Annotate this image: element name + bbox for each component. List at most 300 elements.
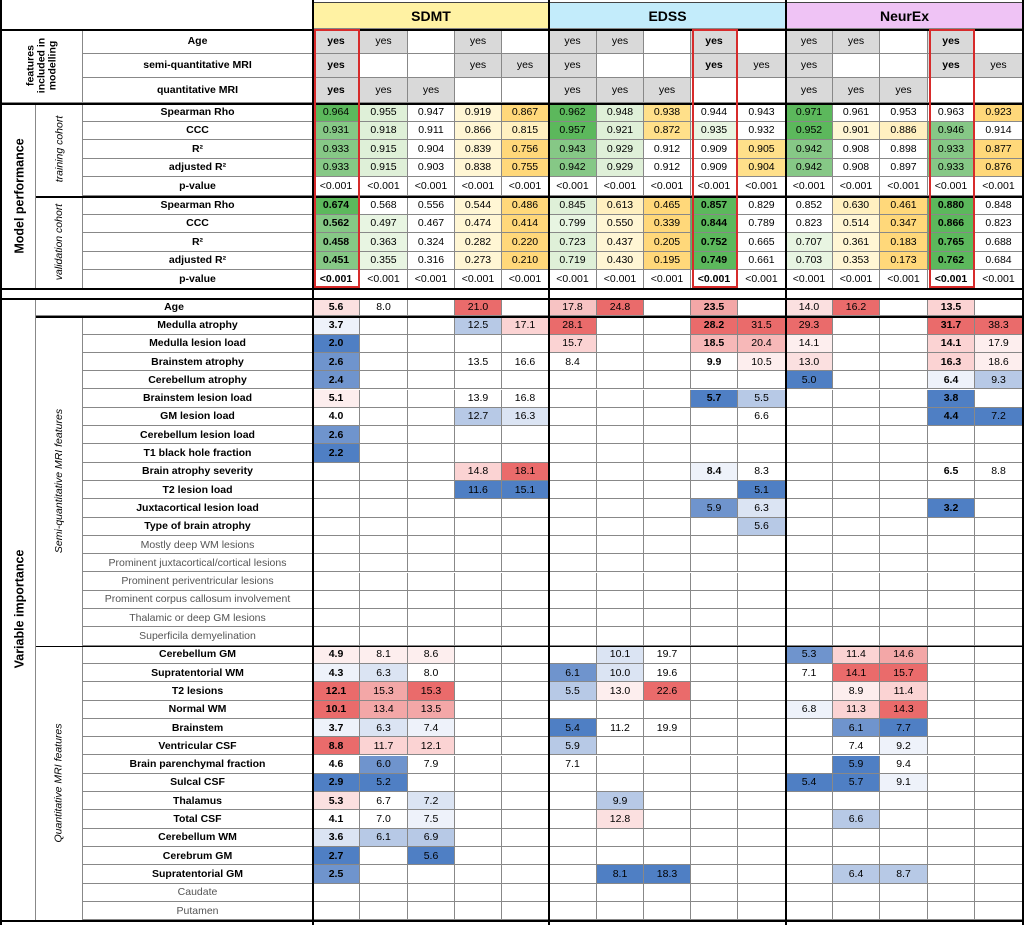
training-metric-cell: 0.905 bbox=[738, 140, 786, 159]
semi-quant-row-cell bbox=[549, 627, 597, 645]
training-metric-cell: 0.933 bbox=[313, 159, 360, 178]
quant-row-cell: 19.7 bbox=[644, 646, 691, 664]
training-metric-cell: 0.929 bbox=[597, 159, 644, 178]
quant-row-cell bbox=[928, 902, 975, 920]
training-metric-cell: <0.001 bbox=[597, 177, 644, 196]
validation-metric-cell: 0.765 bbox=[928, 233, 975, 252]
feature-cell: yes bbox=[880, 78, 928, 103]
quant-row-cell bbox=[786, 847, 833, 865]
quant-row-cell bbox=[455, 884, 502, 902]
validation-metric-cell: 0.355 bbox=[360, 252, 408, 271]
quant-row-cell bbox=[975, 737, 1023, 755]
feature-cell: yes bbox=[975, 54, 1023, 79]
semi-quant-row-cell bbox=[833, 444, 880, 462]
right-border bbox=[1022, 0, 1024, 925]
semi-quant-row-cell bbox=[455, 518, 502, 536]
validation-metric-cell: 0.339 bbox=[644, 215, 691, 234]
feature-cell: yes bbox=[502, 54, 549, 79]
validation-metric-cell: 0.467 bbox=[408, 215, 455, 234]
semi-quant-row-cell: 2.2 bbox=[313, 444, 360, 462]
semi-quant-row-cell bbox=[313, 536, 360, 554]
semi-quant-row-cell: 31.5 bbox=[738, 316, 786, 334]
validation-metric-cell: <0.001 bbox=[502, 270, 549, 289]
semi-quant-row-cell bbox=[408, 554, 455, 572]
semi-quant-row-cell: 28.2 bbox=[691, 316, 738, 334]
quant-row-cell bbox=[644, 737, 691, 755]
quant-row-cell: 22.6 bbox=[644, 682, 691, 700]
validation-metric-cell: 0.880 bbox=[928, 196, 975, 215]
feature-cell bbox=[597, 54, 644, 79]
quant-row-cell bbox=[408, 902, 455, 920]
training-metric-cell: 0.946 bbox=[928, 122, 975, 141]
semi-quant-row-label: T1 black hole fraction bbox=[83, 444, 313, 462]
semi-quant-row-cell: 8.4 bbox=[691, 463, 738, 481]
quant-row-cell bbox=[928, 719, 975, 737]
training-metric-cell: 0.915 bbox=[360, 140, 408, 159]
quant-row-cell: 8.1 bbox=[597, 865, 644, 883]
semi-quant-row-cell bbox=[502, 536, 549, 554]
quant-row-cell bbox=[975, 829, 1023, 847]
semi-quant-row-cell bbox=[360, 609, 408, 627]
validation-metric-cell: 0.703 bbox=[786, 252, 833, 271]
training-metric-cell: 0.953 bbox=[880, 103, 928, 122]
semi-quant-row-cell: 18.5 bbox=[691, 335, 738, 353]
semi-quant-row-cell bbox=[880, 390, 928, 408]
semi-quant-row-cell bbox=[644, 426, 691, 444]
semi-quant-row-cell bbox=[644, 499, 691, 517]
feature-cell: yes bbox=[313, 78, 360, 103]
feature-cell bbox=[455, 78, 502, 103]
feature-cell bbox=[928, 78, 975, 103]
quant-row-cell bbox=[738, 792, 786, 810]
age-importance-cell: 17.8 bbox=[549, 298, 597, 316]
quant-features-label-text: Quantitative MRI features bbox=[53, 723, 65, 843]
training-metric-cell: 0.912 bbox=[644, 159, 691, 178]
training-metric-cell: <0.001 bbox=[360, 177, 408, 196]
quant-row-cell bbox=[786, 884, 833, 902]
quant-row-cell: 5.7 bbox=[833, 774, 880, 792]
semi-quant-row-cell bbox=[928, 627, 975, 645]
semi-quant-row-cell bbox=[408, 627, 455, 645]
semi-quant-row-cell bbox=[408, 390, 455, 408]
semi-quant-row-cell bbox=[360, 390, 408, 408]
semi-quant-row-cell bbox=[880, 627, 928, 645]
semi-quant-row-cell bbox=[975, 426, 1023, 444]
semi-quant-row-cell: 17.9 bbox=[975, 335, 1023, 353]
semi-quant-row-cell bbox=[549, 444, 597, 462]
feature-row-label: semi-quantitative MRI bbox=[83, 54, 313, 79]
semi-quant-row-cell: 2.6 bbox=[313, 353, 360, 371]
quant-row-cell bbox=[975, 792, 1023, 810]
quant-row-cell: 13.4 bbox=[360, 701, 408, 719]
quant-row-cell bbox=[928, 646, 975, 664]
semi-quant-row-cell: 9.3 bbox=[975, 371, 1023, 389]
feature-cell: yes bbox=[644, 78, 691, 103]
age-importance-cell bbox=[880, 298, 928, 316]
feature-cell: yes bbox=[691, 29, 738, 54]
semi-quant-row-cell bbox=[455, 426, 502, 444]
semi-quant-row-cell bbox=[313, 554, 360, 572]
semi-quant-row-cell bbox=[597, 609, 644, 627]
validation-metric-cell: 0.844 bbox=[691, 215, 738, 234]
quant-row-cell bbox=[975, 756, 1023, 774]
training-metric-cell: 0.935 bbox=[691, 122, 738, 141]
semi-quant-row-cell: 16.6 bbox=[502, 353, 549, 371]
group-separator bbox=[785, 0, 787, 925]
training-cohort-label bbox=[36, 103, 83, 196]
validation-metric-cell: 0.273 bbox=[455, 252, 502, 271]
group-header-sdmt: SDMT bbox=[313, 2, 549, 29]
hline bbox=[0, 920, 1023, 922]
quant-row-cell bbox=[597, 847, 644, 865]
quant-row-cell bbox=[786, 792, 833, 810]
quant-row-cell bbox=[644, 774, 691, 792]
semi-quant-row-cell bbox=[455, 371, 502, 389]
validation-metric-cell: 0.630 bbox=[833, 196, 880, 215]
features-included-text: features included in modelling bbox=[24, 38, 58, 94]
validation-metric-cell: 0.829 bbox=[738, 196, 786, 215]
validation-metric-cell: <0.001 bbox=[455, 270, 502, 289]
quant-row-cell bbox=[880, 792, 928, 810]
quant-row-cell bbox=[408, 884, 455, 902]
age-importance-cell bbox=[408, 298, 455, 316]
semi-quant-row-cell bbox=[644, 627, 691, 645]
semi-quant-row-label: Mostly deep WM lesions bbox=[83, 536, 313, 554]
quant-row-cell bbox=[597, 774, 644, 792]
age-importance-cell: 21.0 bbox=[455, 298, 502, 316]
validation-metric-label: p-value bbox=[83, 270, 313, 289]
quant-row-cell bbox=[786, 719, 833, 737]
semi-quant-row-cell bbox=[597, 554, 644, 572]
quant-row-cell: 11.4 bbox=[833, 646, 880, 664]
quant-row-cell bbox=[738, 774, 786, 792]
quant-row-cell: 6.4 bbox=[833, 865, 880, 883]
training-metric-label: CCC bbox=[83, 122, 313, 141]
quant-row-cell: 5.2 bbox=[360, 774, 408, 792]
semi-quant-row-cell bbox=[597, 316, 644, 334]
quant-row-cell bbox=[597, 737, 644, 755]
quant-row-cell bbox=[597, 829, 644, 847]
semi-quant-row-cell bbox=[833, 591, 880, 609]
training-metric-cell: 0.866 bbox=[455, 122, 502, 141]
semi-quant-row-cell bbox=[549, 573, 597, 591]
feature-cell bbox=[502, 29, 549, 54]
semi-quant-row-cell bbox=[975, 627, 1023, 645]
quant-row-cell bbox=[549, 774, 597, 792]
training-metric-cell: 0.943 bbox=[549, 140, 597, 159]
quant-row-cell bbox=[644, 847, 691, 865]
variable-importance-label-text: Variable importance bbox=[12, 549, 27, 669]
semi-quant-row-cell: 2.0 bbox=[313, 335, 360, 353]
semi-quant-row-cell bbox=[786, 591, 833, 609]
training-metric-cell: 0.838 bbox=[455, 159, 502, 178]
quant-row-cell: 11.3 bbox=[833, 701, 880, 719]
semi-quant-row-cell bbox=[880, 353, 928, 371]
quant-row-cell: 14.6 bbox=[880, 646, 928, 664]
semi-quant-row-cell bbox=[597, 371, 644, 389]
validation-metric-cell: 0.719 bbox=[549, 252, 597, 271]
quant-row-cell bbox=[975, 884, 1023, 902]
quant-row-cell: 14.3 bbox=[880, 701, 928, 719]
semi-quant-row-cell bbox=[644, 390, 691, 408]
quant-row-cell bbox=[880, 829, 928, 847]
training-metric-cell: 0.898 bbox=[880, 140, 928, 159]
quant-row-cell bbox=[691, 902, 738, 920]
validation-metric-cell: <0.001 bbox=[975, 270, 1023, 289]
validation-metric-cell: 0.347 bbox=[880, 215, 928, 234]
quant-row-cell bbox=[975, 682, 1023, 700]
semi-quant-row-cell bbox=[597, 481, 644, 499]
training-metric-cell: <0.001 bbox=[408, 177, 455, 196]
semi-quant-row-cell: 5.7 bbox=[691, 390, 738, 408]
semi-quant-row-cell bbox=[597, 536, 644, 554]
training-metric-cell: 0.971 bbox=[786, 103, 833, 122]
semi-quant-row-cell bbox=[644, 335, 691, 353]
semi-quant-row-cell bbox=[644, 518, 691, 536]
training-metric-cell: 0.912 bbox=[644, 140, 691, 159]
training-metric-cell: 0.921 bbox=[597, 122, 644, 141]
semi-quant-row-cell: 5.6 bbox=[738, 518, 786, 536]
validation-metric-cell: 0.451 bbox=[313, 252, 360, 271]
semi-quant-row-cell bbox=[880, 335, 928, 353]
semi-quant-row-cell bbox=[833, 390, 880, 408]
training-metric-cell: 0.942 bbox=[786, 159, 833, 178]
feature-cell bbox=[880, 54, 928, 79]
age-importance-cell: 24.8 bbox=[597, 298, 644, 316]
semi-quant-row-cell bbox=[502, 518, 549, 536]
feature-cell: yes bbox=[597, 29, 644, 54]
validation-metric-cell: 0.799 bbox=[549, 215, 597, 234]
quant-row-cell bbox=[360, 847, 408, 865]
semi-quant-row-cell bbox=[408, 609, 455, 627]
semi-quant-row-label: Brainstem atrophy bbox=[83, 353, 313, 371]
quant-row-cell: 6.8 bbox=[786, 701, 833, 719]
semi-quant-row-cell bbox=[455, 627, 502, 645]
validation-cohort-label bbox=[36, 196, 83, 289]
quant-row-cell bbox=[549, 810, 597, 828]
quant-row-cell bbox=[691, 774, 738, 792]
quant-row-cell bbox=[549, 792, 597, 810]
quant-row-cell bbox=[644, 829, 691, 847]
validation-metric-cell: 0.220 bbox=[502, 233, 549, 252]
semi-quant-features-label-text: Semi-quantitative MRI features bbox=[53, 408, 65, 554]
validation-metric-cell: 0.845 bbox=[549, 196, 597, 215]
quant-row-cell bbox=[597, 756, 644, 774]
semi-quant-row-cell: 11.6 bbox=[455, 481, 502, 499]
semi-quant-row-cell bbox=[408, 353, 455, 371]
age-importance-cell bbox=[502, 298, 549, 316]
validation-metric-cell: 0.688 bbox=[975, 233, 1023, 252]
quant-row-cell bbox=[549, 884, 597, 902]
quant-row-cell: 9.9 bbox=[597, 792, 644, 810]
training-metric-cell: 0.962 bbox=[549, 103, 597, 122]
semi-quant-row-cell bbox=[928, 554, 975, 572]
quant-row-cell: 15.3 bbox=[408, 682, 455, 700]
semi-quant-row-cell bbox=[975, 609, 1023, 627]
validation-metric-cell: <0.001 bbox=[360, 270, 408, 289]
quant-row-cell bbox=[455, 719, 502, 737]
semi-quant-row-cell bbox=[975, 536, 1023, 554]
quant-row-cell bbox=[833, 884, 880, 902]
semi-quant-row-cell bbox=[455, 591, 502, 609]
semi-quant-row-cell bbox=[738, 573, 786, 591]
training-metric-cell: 0.942 bbox=[549, 159, 597, 178]
semi-quant-row-cell bbox=[880, 518, 928, 536]
semi-quant-row-label: Prominent corpus callosum involvement bbox=[83, 591, 313, 609]
age-importance-cell bbox=[975, 298, 1023, 316]
quant-row-cell bbox=[644, 902, 691, 920]
age-importance-cell bbox=[644, 298, 691, 316]
quant-row-cell: 7.0 bbox=[360, 810, 408, 828]
quant-row-cell bbox=[502, 902, 549, 920]
semi-quant-row-cell bbox=[408, 481, 455, 499]
quant-row-cell: 19.9 bbox=[644, 719, 691, 737]
quant-features-label bbox=[36, 646, 83, 921]
semi-quant-row-cell bbox=[597, 444, 644, 462]
semi-quant-row-cell bbox=[549, 609, 597, 627]
validation-metric-cell: <0.001 bbox=[644, 270, 691, 289]
training-metric-cell: 0.872 bbox=[644, 122, 691, 141]
semi-quant-row-cell bbox=[928, 426, 975, 444]
semi-quant-row-cell bbox=[786, 627, 833, 645]
semi-quant-row-cell bbox=[597, 499, 644, 517]
quant-row-cell bbox=[691, 737, 738, 755]
quant-row-cell bbox=[786, 829, 833, 847]
semi-quant-row-cell: 28.1 bbox=[549, 316, 597, 334]
semi-quant-row-cell bbox=[786, 573, 833, 591]
training-metric-cell: 0.933 bbox=[928, 159, 975, 178]
quant-row-cell bbox=[928, 792, 975, 810]
semi-quant-row-cell bbox=[786, 408, 833, 426]
quant-row-cell: 8.9 bbox=[833, 682, 880, 700]
quant-row-cell: 10.0 bbox=[597, 664, 644, 682]
quant-row-cell bbox=[549, 847, 597, 865]
semi-quant-row-cell: 15.1 bbox=[502, 481, 549, 499]
quant-row-cell bbox=[691, 865, 738, 883]
training-metric-cell: 0.904 bbox=[408, 140, 455, 159]
semi-quant-row-cell bbox=[408, 463, 455, 481]
quant-row-label: Thalamus bbox=[83, 792, 313, 810]
semi-quant-row-cell: 9.9 bbox=[691, 353, 738, 371]
semi-quant-row-cell bbox=[502, 371, 549, 389]
validation-metric-cell: 0.430 bbox=[597, 252, 644, 271]
semi-quant-row-cell bbox=[644, 463, 691, 481]
quant-row-cell bbox=[644, 884, 691, 902]
quant-row-cell: 4.6 bbox=[313, 756, 360, 774]
feature-cell: yes bbox=[313, 29, 360, 54]
quant-row-cell bbox=[833, 829, 880, 847]
quant-row-cell bbox=[975, 664, 1023, 682]
validation-metric-cell: 0.562 bbox=[313, 215, 360, 234]
quant-row-cell bbox=[455, 701, 502, 719]
feature-cell bbox=[360, 54, 408, 79]
semi-quant-row-cell bbox=[455, 335, 502, 353]
semi-quant-row-cell bbox=[360, 481, 408, 499]
quant-row-cell bbox=[597, 884, 644, 902]
quant-row-cell bbox=[691, 884, 738, 902]
quant-row-cell bbox=[455, 792, 502, 810]
group-separator bbox=[312, 0, 314, 925]
quant-row-label: Putamen bbox=[83, 902, 313, 920]
quant-row-cell: 6.3 bbox=[360, 719, 408, 737]
semi-quant-row-cell: 13.5 bbox=[455, 353, 502, 371]
quant-row-cell: 5.6 bbox=[408, 847, 455, 865]
validation-metric-cell: 0.458 bbox=[313, 233, 360, 252]
semi-quant-row-cell bbox=[975, 554, 1023, 572]
quant-row-label: Supratentorial GM bbox=[83, 865, 313, 883]
quant-row-cell bbox=[691, 664, 738, 682]
semi-quant-row-cell bbox=[408, 518, 455, 536]
quant-row-cell bbox=[928, 756, 975, 774]
semi-quant-row-cell bbox=[597, 390, 644, 408]
quant-row-cell: 9.4 bbox=[880, 756, 928, 774]
training-metric-cell: 0.839 bbox=[455, 140, 502, 159]
semi-quant-row-cell bbox=[880, 573, 928, 591]
semi-quant-row-cell: 14.8 bbox=[455, 463, 502, 481]
validation-metric-cell: 0.324 bbox=[408, 233, 455, 252]
semi-quant-row-cell bbox=[313, 609, 360, 627]
model-performance-label bbox=[4, 103, 36, 288]
quant-row-cell bbox=[880, 902, 928, 920]
training-metric-cell: 0.938 bbox=[644, 103, 691, 122]
training-metric-cell: <0.001 bbox=[833, 177, 880, 196]
quant-row-cell: 9.2 bbox=[880, 737, 928, 755]
training-metric-cell: <0.001 bbox=[313, 177, 360, 196]
quant-row-cell bbox=[455, 810, 502, 828]
group-header-edss: EDSS bbox=[549, 2, 786, 29]
validation-metric-cell: 0.361 bbox=[833, 233, 880, 252]
quant-row-cell bbox=[455, 646, 502, 664]
quant-row-cell bbox=[928, 682, 975, 700]
quant-row-cell bbox=[313, 902, 360, 920]
semi-quant-row-cell bbox=[549, 518, 597, 536]
feature-cell: yes bbox=[313, 54, 360, 79]
training-metric-cell: 0.909 bbox=[691, 159, 738, 178]
training-metric-cell: <0.001 bbox=[880, 177, 928, 196]
semi-quant-row-cell bbox=[408, 426, 455, 444]
semi-quant-row-cell bbox=[691, 591, 738, 609]
quant-row-label: Ventricular CSF bbox=[83, 737, 313, 755]
training-metric-cell: 0.942 bbox=[786, 140, 833, 159]
validation-metric-label: adjusted R² bbox=[83, 252, 313, 271]
semi-quant-row-cell bbox=[738, 371, 786, 389]
semi-quant-row-cell bbox=[691, 536, 738, 554]
semi-quant-row-cell bbox=[455, 444, 502, 462]
semi-quant-row-cell bbox=[597, 463, 644, 481]
semi-quant-row-cell bbox=[360, 627, 408, 645]
quant-row-cell: 11.7 bbox=[360, 737, 408, 755]
semi-quant-row-cell bbox=[408, 316, 455, 334]
quant-row-label: Cerebellum WM bbox=[83, 829, 313, 847]
quant-row-cell: 5.4 bbox=[786, 774, 833, 792]
semi-quant-row-cell: 20.4 bbox=[738, 335, 786, 353]
semi-quant-row-cell bbox=[408, 408, 455, 426]
quant-row-cell bbox=[928, 664, 975, 682]
semi-quant-row-cell bbox=[691, 481, 738, 499]
feature-cell bbox=[975, 78, 1023, 103]
semi-quant-row-cell: 5.9 bbox=[691, 499, 738, 517]
semi-quant-row-cell bbox=[549, 463, 597, 481]
quant-row-cell bbox=[880, 847, 928, 865]
semi-quant-row-cell: 18.6 bbox=[975, 353, 1023, 371]
validation-metric-cell: 0.461 bbox=[880, 196, 928, 215]
validation-metric-cell: 0.497 bbox=[360, 215, 408, 234]
validation-metric-cell: 0.684 bbox=[975, 252, 1023, 271]
validation-metric-cell: 0.857 bbox=[691, 196, 738, 215]
validation-metric-cell: 0.665 bbox=[738, 233, 786, 252]
validation-metric-cell: 0.195 bbox=[644, 252, 691, 271]
training-metric-cell: 0.914 bbox=[975, 122, 1023, 141]
